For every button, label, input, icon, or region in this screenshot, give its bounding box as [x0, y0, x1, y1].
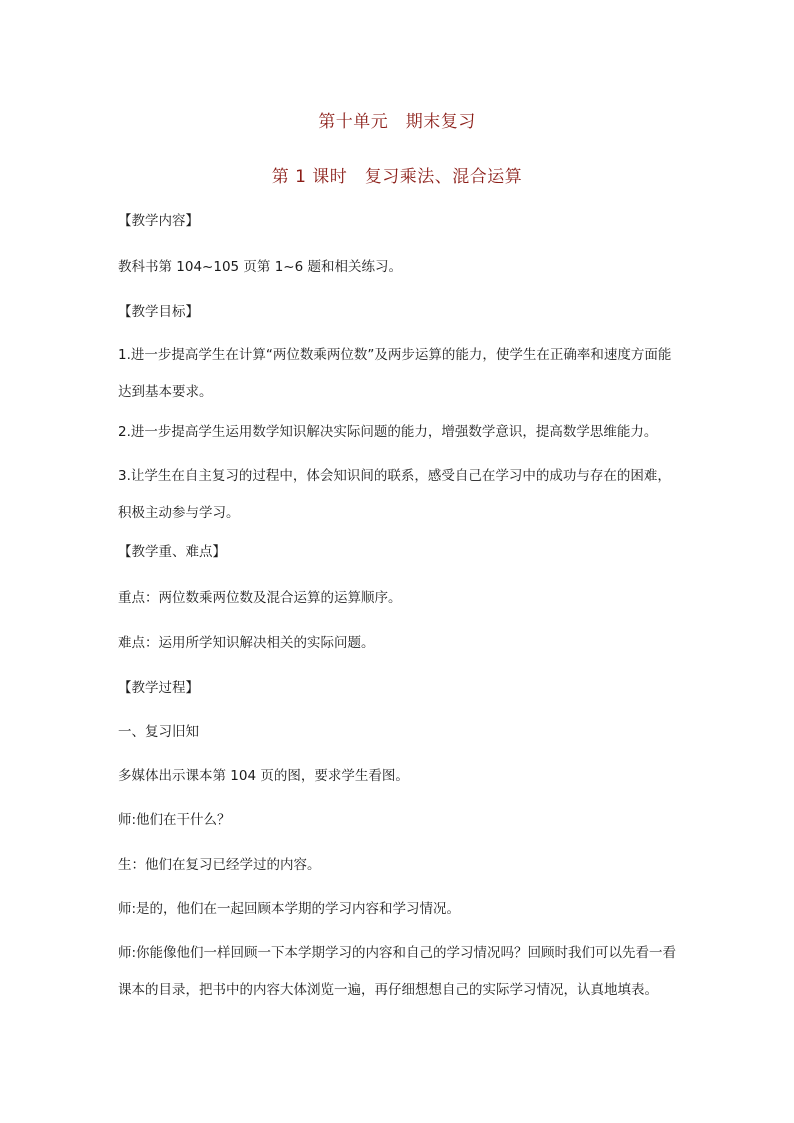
content-text: 教科书第 104~105 页第 1~6 题和相关练习。 — [118, 259, 403, 275]
goal-item-1: 1.进一步提高学生在计算“两位数乘两位数”及两步运算的能力，使学生在正确率和速度方面能达到基本要求。 — [118, 347, 672, 400]
goals-heading: 【教学目标】 — [118, 304, 199, 320]
key-heading: 【教学重、难点】 — [118, 544, 226, 560]
paragraph-teacher-2: 师:是的，他们在一起回顾本学期的学习内容和学习情况。 — [118, 901, 461, 917]
lesson-title: 第 1 课时 复习乘法、混合运算 — [271, 167, 523, 187]
difficult-point: 难点：运用所学知识解决相关的实际问题。 — [118, 635, 375, 651]
unit-title: 第十单元 期末复习 — [318, 112, 476, 132]
step-review-heading: 一、复习旧知 — [118, 724, 199, 740]
content-heading: 【教学内容】 — [118, 213, 199, 229]
process-heading: 【教学过程】 — [118, 680, 199, 696]
paragraph-teacher-3: 师:你能像他们一样回顾一下本学期学习的内容和自己的学习情况吗？回顾时我们可以先看一看课本的目录，把书中的内容大体浏览一遍，再仔细想想自己的实际学习情况，认真地填表。 — [118, 945, 677, 998]
paragraph-media: 多媒体出示课本第 104 页的图，要求学生看图。 — [118, 768, 409, 784]
paragraph-student-1: 生：他们在复习已经学过的内容。 — [118, 857, 321, 873]
key-point: 重点：两位数乘两位数及混合运算的运算顺序。 — [118, 590, 402, 606]
paragraph-teacher-1: 师:他们在干什么？ — [118, 812, 231, 828]
goal-item-2: 2.进一步提高学生运用数学知识解决实际问题的能力，增强数学意识，提高数学思维能力。 — [118, 424, 658, 440]
goal-item-3: 3.让学生在自主复习的过程中，体会知识间的联系，感受自己在学习中的成功与存在的困难，积极主动参与学习。 — [118, 468, 671, 521]
